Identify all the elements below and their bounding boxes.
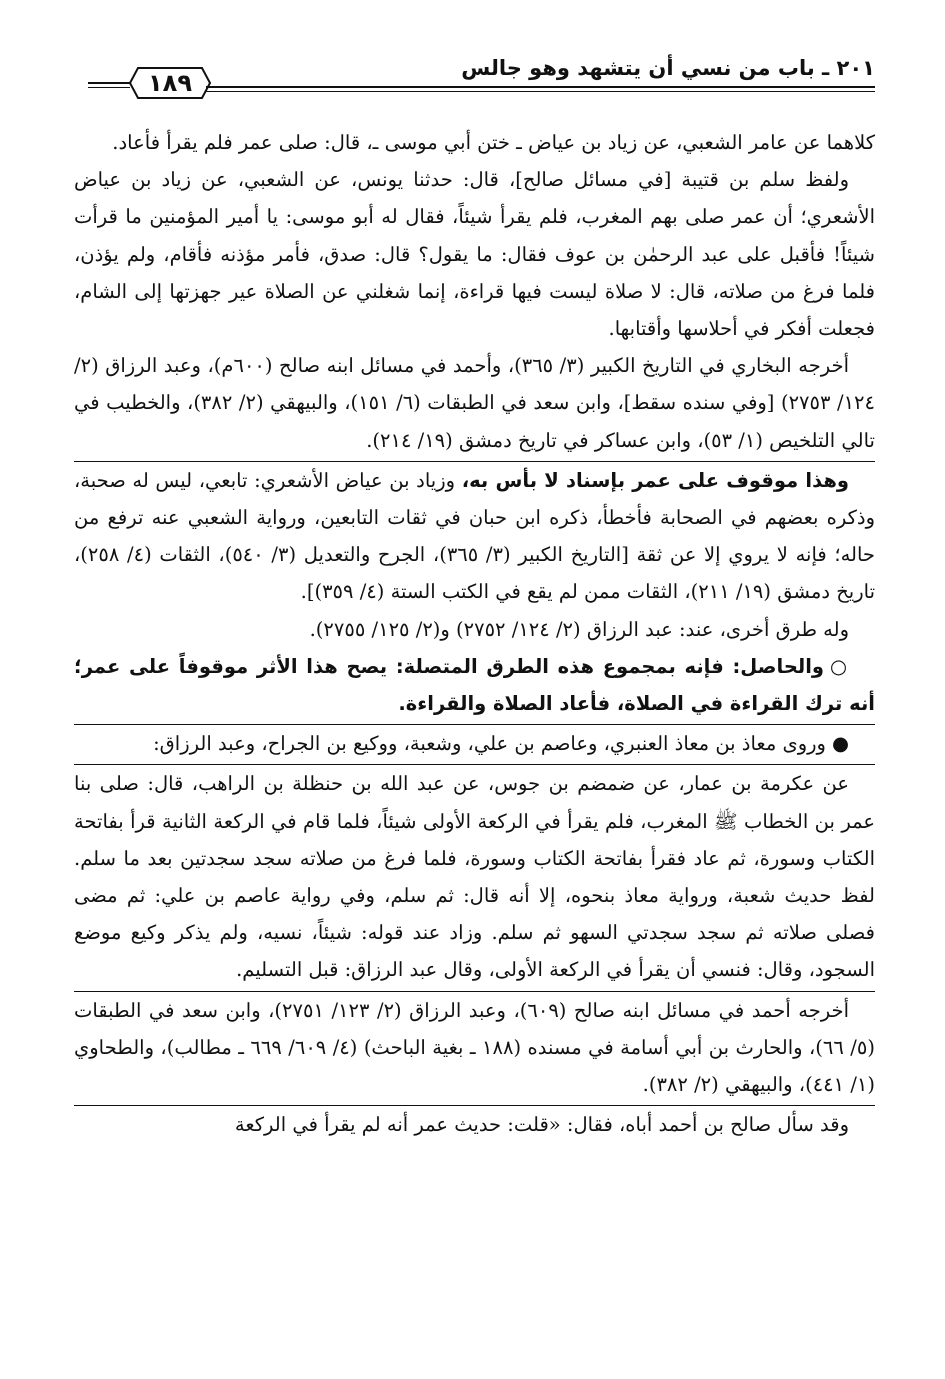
paragraph-text: أخرجه أحمد في مسائل ابنه صالح (٦٠٩)، وعبد الرزاق (٢/ ١٢٣/ ٢٧٥١)، وابن سعد في الطبقات (٥/ ٦٦)، والحارث بن أبي أسامة في مسنده (١٨٨ ـ بغية الباحث) (٤/ ٦٠٩/ ٦٦٩ ـ مطالب)، والطحاوي (١/ ٤٤١)، والبيهقي (٢/ ٣٨٢). [74, 998, 875, 1097]
header-left-rule [88, 82, 130, 88]
bold-lead: والحاصل: فإنه بمجموع هذه الطرق المتصلة: يصح هذا الأثر موقوفاً على عمر؛ أنه ترك القراءة في الصلاة، فأعاد الصلاة والقراءة. [74, 654, 875, 716]
paragraph [74, 347, 875, 459]
paragraph-text: وزياد بن عياض الأشعري: تابعي، ليس له صحبة، وذكره بعضهم في الصحابة فأخطأ، ذكره ابن حبان في ثقات التابعين، ورواية الشعبي عنه ترفع من حاله؛ فإنه لا يروي إلا عن ثقة [التاريخ الكبير (٣/ ٣٦٥)، الجرح والتعديل (٣/ ٥٤٠)، الثقات (٤/ ٢٥٨)، تاريخ دمشق (١٩/ ٢١١)، الثقات ممن لم يقع في الكتب الستة (٤/ ٣٥٩)]. [74, 468, 875, 604]
paragraph [74, 992, 875, 1104]
paragraph-text: ولفظ سلم بن قتيبة [في مسائل صالح]، قال: حدثنا يونس، عن الشعبي، عن زياد بن عياض الأشعري؛ أن عمر صلى بهم المغرب، فلم يقرأ شيئاً، فقال له أبو موسى: يا أمير المؤمنين ما قرأت شيئاً! فأقبل على عبد الرحمٰن بن عوف فقال: ما يقول؟ قال: صدق، فأمر مؤذنه فأقام، ولم يؤذن، فلما فرغ من صلاته، قال: لا صلاة ليست فيها قراءة، إنما شغلني عن الصلاة عير جهزتها إلى الشام، فجعلت أفكر في أحلاسها وأقتابها. [74, 168, 875, 341]
page-header [88, 52, 875, 98]
paragraph [74, 462, 875, 611]
header-rule [206, 86, 875, 92]
paragraph [74, 611, 875, 648]
paragraph [74, 648, 875, 722]
paragraph [74, 161, 875, 347]
paragraph-text: وله طرق أخرى، عند: عبد الرزاق (٢/ ١٢٤/ ٢٧٥٢) و(٢/ ١٢٥/ ٢٧٥٥). [309, 617, 849, 641]
paragraph [74, 725, 875, 762]
paragraph [74, 1106, 875, 1143]
paragraph-text: عن عكرمة بن عمار، عن ضمضم بن جوس، عن عبد الله بن حنظلة بن الراهب، قال: صلى بنا عمر بن الخطاب ﷺ المغرب، فلم يقرأ في الركعة الأولى شيئاً، فلما قام في الركعة الثانية قرأ بفاتحة الكتاب وسورة، ثم عاد فقرأ بفاتحة الكتاب وسورة، فلما فرغ من صلاته سجد سجدتين بعد ما سلم. لفظ حديث شعبة، ورواية معاذ بنحوه، إلا أنه قال: ثم سلم، وفي رواية عاصم بن علي: ثم مضى فصلى صلاته ثم سجد سجدتي السهو ثم سلم. وزاد عند قوله: شيئاً، نسيه، ولم يذكر وكيع موضع السجود، وقال: فنسي أن يقرأ في الركعة الأولى، وقال عبد الرزاق: قبل التسليم. [74, 772, 875, 982]
paragraph-text: كلاهما عن عامر الشعبي، عن زياد بن عياض ـ ختن أبي موسى ـ، قال: صلى عمر فلم يقرأ فأعاد. [112, 131, 875, 154]
paragraph-mark: ● [831, 732, 849, 756]
paragraph-text: وقد سأل صالح بن أحمد أباه، فقال: «قلت: حديث عمر أنه لم يقرأ في الركعة [234, 1113, 849, 1137]
bold-lead: وهذا موقوف على عمر بإسناد لا بأس به، [461, 468, 849, 492]
paragraph-text: وروى معاذ بن معاذ العنبري، وعاصم بن علي، وشعبة، ووكيع بن الجراح، وعبد الرزاق: [153, 732, 826, 756]
paragraph [74, 124, 875, 161]
chapter-title: ٢٠١ ـ باب من نسي أن يتشهد وهو جالس [461, 56, 875, 80]
main-text [74, 124, 875, 1143]
paragraph-mark: ○ [830, 654, 849, 678]
page-number: ١٨٩ [148, 69, 192, 97]
paragraph [74, 765, 875, 988]
paragraph-text: أخرجه البخاري في التاريخ الكبير (٣/ ٣٦٥)، وأحمد في مسائل ابنه صالح (٦٠٠م)، وعبد الرزاق (٢/ ١٢٤/ ٢٧٥٣) [وفي سنده سقط]، وابن سعد في الطبقات (٦/ ١٥١)، والبيهقي (٢/ ٣٨٢)، والخطيب في تالي التلخيص (١/ ٥٣)، وابن عساكر في تاريخ دمشق (١٩/ ٢١٤). [74, 354, 875, 452]
